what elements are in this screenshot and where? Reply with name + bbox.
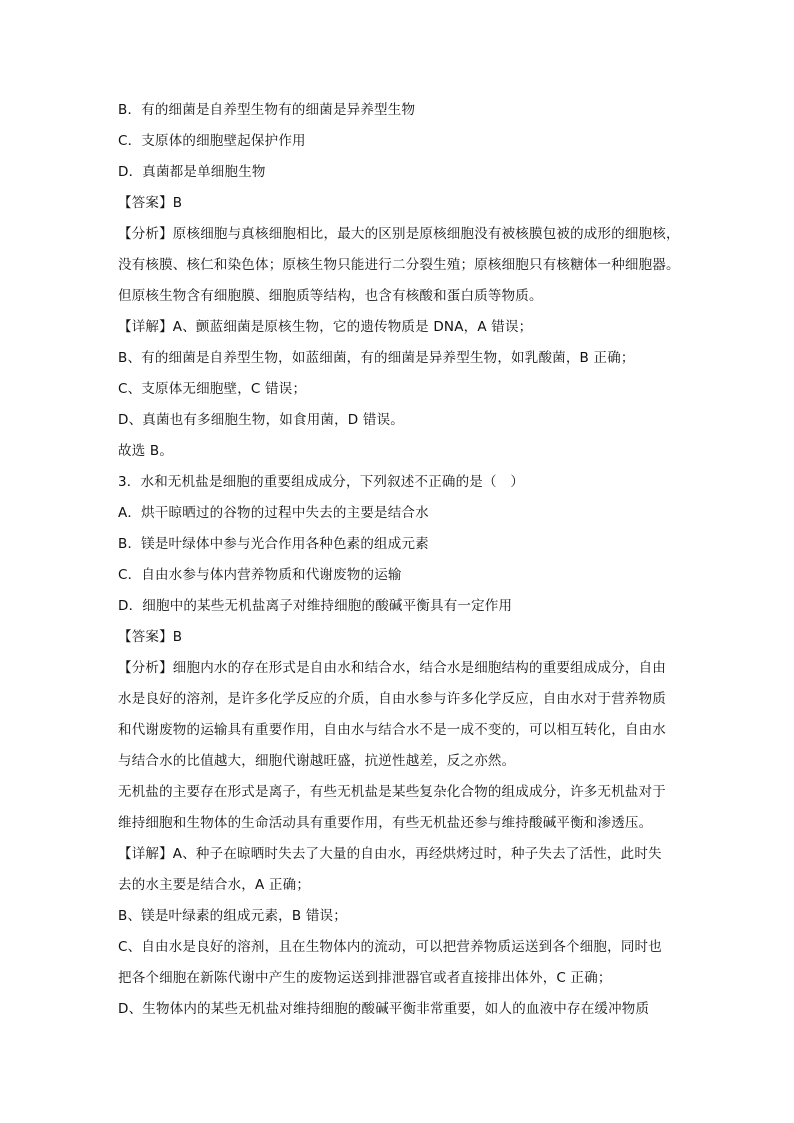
explanation-line: C、自由水是良好的溶剂，且在生物体内的流动，可以把营养物质运送到各个细胞，同时也 [118, 939, 662, 955]
analysis-line: 没有核膜、核仁和染色体；原核生物只能进行二分裂生殖；原核细胞只有核糖体一种细胞器。 [118, 257, 680, 273]
document-body [118, 100, 680, 1030]
choice-line: 故选 B。 [118, 443, 174, 459]
analysis-line: 水是良好的溶剂，是许多化学反应的介质，自由水参与许多化学反应，自由水对于营养物质 [118, 691, 666, 707]
option-c-line: C．自由水参与体内营养物质和代谢废物的运输 [118, 567, 402, 583]
explanation-line: D、真菌也有多细胞生物，如食用菌，D 错误。 [118, 412, 404, 428]
explanation-line: D、生物体内的某些无机盐对维持细胞的酸碱平衡非常重要，如人的血液中存在缓冲物质 [118, 1001, 650, 1017]
answer-line: 【答案】B [118, 629, 183, 645]
explanation-line: B、镁是叶绿素的组成元素，B 错误； [118, 908, 347, 924]
option-d-line: D．细胞中的某些无机盐离子对维持细胞的酸碱平衡具有一定作用 [118, 598, 513, 614]
option-b-line: B．有的细菌是自养型生物有的细菌是异养型生物 [118, 102, 416, 118]
analysis-line: 与结合水的比值越大，细胞代谢越旺盛，抗逆性越差，反之亦然。 [118, 753, 516, 769]
option-d-line: D．真菌都是单细胞生物 [118, 164, 266, 180]
analysis-line: 【分析】细胞内水的存在形式是自由水和结合水，结合水是细胞结构的重要组成成分，自由 [118, 660, 666, 676]
option-c-line: C．支原体的细胞壁起保护作用 [118, 133, 306, 149]
analysis-line: 【分析】原核细胞与真核细胞相比，最大的区别是原核细胞没有被核膜包被的成形的细胞核， [118, 226, 680, 242]
explanation-line: B、有的细菌是自养型生物，如蓝细菌，有的细菌是异养型生物，如乳酸菌，B 正确； [118, 350, 635, 366]
question-line: 3．水和无机盐是细胞的重要组成成分，下列叙述不正确的是（ ） [118, 474, 525, 490]
explanation-line: 去的水主要是结合水，A 正确； [118, 877, 311, 893]
analysis-line: 无机盐的主要存在形式是离子，有些无机盐是某些复杂化合物的组成成分，许多无机盐对于 [118, 784, 666, 800]
answer-line: 【答案】B [118, 195, 183, 211]
option-b-line: B．镁是叶绿体中参与光合作用各种色素的组成元素 [118, 536, 429, 552]
analysis-line: 和代谢废物的运输具有重要作用，自由水与结合水不是一成不变的，可以相互转化，自由水 [118, 722, 666, 738]
explanation-line: 把各个细胞在新陈代谢中产生的废物运送到排泄器官或者直接排出体外，C 正确； [118, 970, 612, 986]
analysis-line: 维持细胞和生物体的生命活动具有重要作用，有些无机盐还参与维持酸碱平衡和渗透压。 [118, 815, 653, 831]
explanation-line: C、支原体无细胞壁，C 错误； [118, 381, 307, 397]
option-a-line: A．烘干晾晒过的谷物的过程中失去的主要是结合水 [118, 505, 429, 521]
explanation-line: 【详解】A、颤蓝细菌是原核生物，它的遗传物质是 DNA，A 错误； [118, 319, 533, 335]
analysis-line: 但原核生物含有细胞膜、细胞质等结构，也含有核酸和蛋白质等物质。 [118, 288, 543, 304]
explanation-line: 【详解】A、种子在晾晒时失去了大量的自由水，再经烘烤过时，种子失去了活性，此时失 [118, 846, 662, 862]
